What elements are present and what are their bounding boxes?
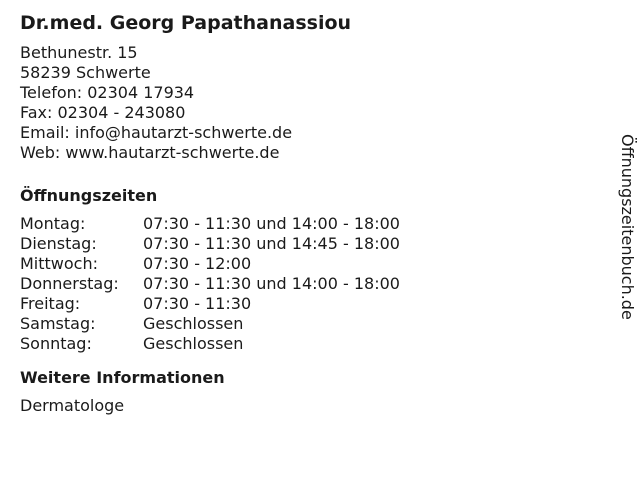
hours-row-friday [20,294,400,314]
hours-row-tuesday [20,234,400,254]
fax-number: Fax: 02304 - 243080 [20,103,186,122]
contact-block [20,43,580,163]
hours-row-saturday [20,314,400,334]
hours-row-monday [20,214,400,234]
day-label: Samstag: [20,314,96,333]
phone-number: Telefon: 02304 17934 [20,83,195,102]
time-value: Geschlossen [143,314,244,333]
time-value: 07:30 - 11:30 und 14:00 - 18:00 [143,214,400,233]
email-address[interactable]: Email: info@hautarzt-schwerte.de [20,123,293,142]
day-label: Mittwoch: [20,254,98,273]
hours-row-sunday [20,334,400,354]
time-value: 07:30 - 12:00 [143,254,252,273]
opening-hours-heading: Öffnungszeiten [20,186,158,205]
time-value: 07:30 - 11:30 und 14:00 - 18:00 [143,274,400,293]
hours-row-wednesday [20,254,400,274]
day-label: Donnerstag: [20,274,119,293]
day-label: Freitag: [20,294,81,313]
time-value: 07:30 - 11:30 [143,294,252,313]
further-info-heading: Weitere Informationen [20,368,225,387]
specialty-text: Dermatologe [20,396,125,415]
website-link[interactable]: Web: www.hautarzt-schwerte.de [20,143,280,162]
day-label: Sonntag: [20,334,92,353]
opening-hours-table [20,214,400,354]
hours-row-thursday [20,274,400,294]
street-address: Bethunestr. 15 [20,43,138,62]
practice-name: Dr.med. Georg Papathanassiou [20,12,352,34]
day-label: Dienstag: [20,234,97,253]
day-label: Montag: [20,214,86,233]
city-address: 58239 Schwerte [20,63,151,82]
brand-watermark: Öffnungszeitenbuch.de [618,134,637,320]
time-value: Geschlossen [143,334,244,353]
practice-card [20,11,580,416]
time-value: 07:30 - 11:30 und 14:45 - 18:00 [143,234,400,253]
